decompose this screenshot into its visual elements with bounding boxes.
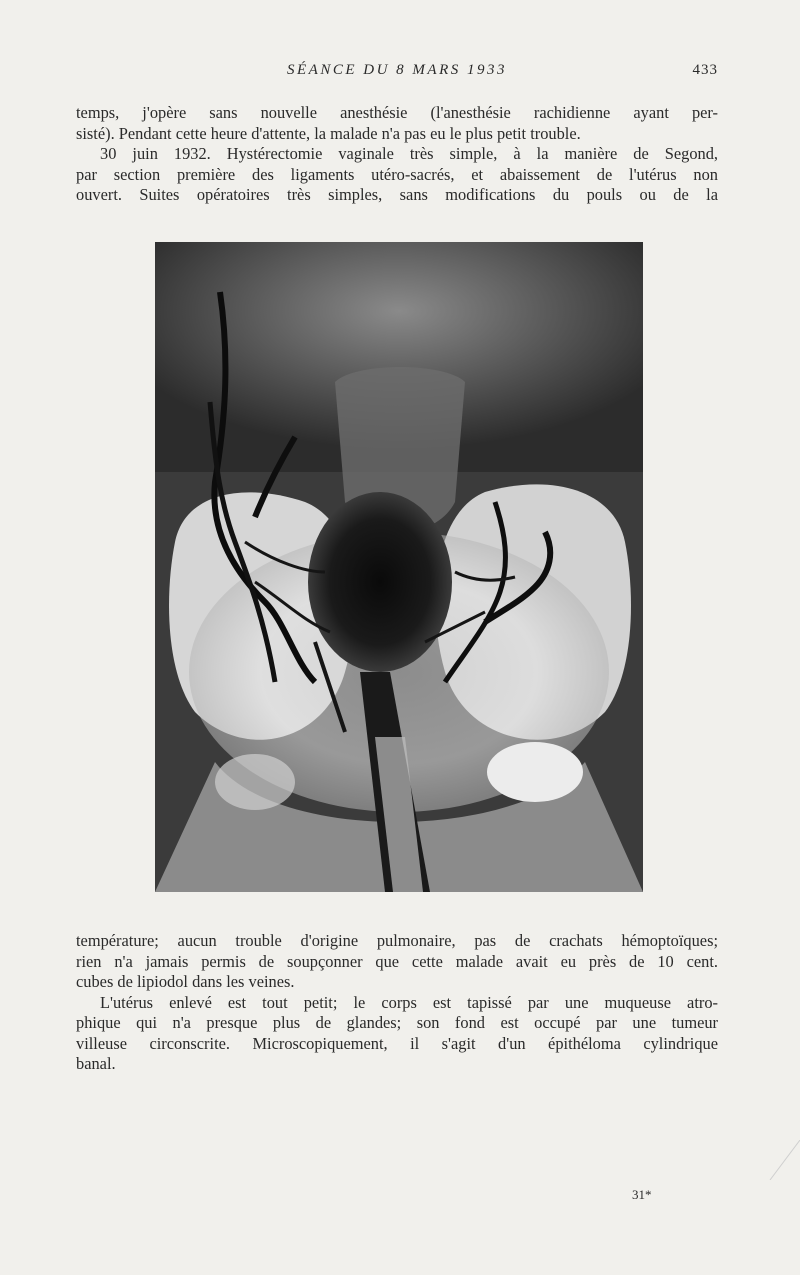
paragraph-top: [76, 103, 718, 206]
text-line: L'utérus enlevé est tout petit; le corps est tapissé par une muqueuse atro-: [100, 992, 718, 1012]
page-number: 433: [692, 62, 718, 78]
text-line: rien n'a jamais permis de soupçonner que cette malade avait eu près de 10 cent.: [76, 951, 718, 971]
page-fold-icon: [760, 1140, 800, 1180]
text-line: sisté). Pendant cette heure d'attente, la malade n'a pas eu le plus petit trouble.: [76, 123, 581, 143]
text-line: cubes de lipiodol dans les veines.: [76, 972, 295, 991]
paragraph-bottom: [76, 931, 718, 1075]
signature-mark: 31*: [632, 1187, 652, 1202]
xray-radiograph-icon: [155, 242, 643, 892]
text-line: phique qui n'a presque plus de glandes; son fond est occupé par une tumeur: [76, 1013, 718, 1032]
text-line: 30 juin 1932. Hystérectomie vaginale très simple, à la manière de Segond,: [100, 144, 718, 163]
text-line: villeuse circonscrite. Microscopiquement, il s'agit d'un épithéloma cylindrique: [76, 1033, 718, 1053]
running-head: [76, 62, 718, 84]
text-line: par section première des ligaments utéro-sacrés, et abaissement de l'utérus non: [76, 164, 718, 184]
text-line: température; aucun trouble d'origine pulmonaire, pas de crachats hémoptoïques;: [76, 931, 718, 950]
text-line: banal.: [76, 1054, 116, 1073]
running-title: SÉANCE DU 8 MARS 1933: [287, 62, 507, 78]
text-line: temps, j'opère sans nouvelle anesthésie (l'anesthésie rachidienne ayant per-: [76, 103, 718, 122]
text-line: ouvert. Suites opératoires très simples, sans modifications du pouls ou de la: [76, 185, 718, 204]
xray-figure: [155, 242, 643, 892]
